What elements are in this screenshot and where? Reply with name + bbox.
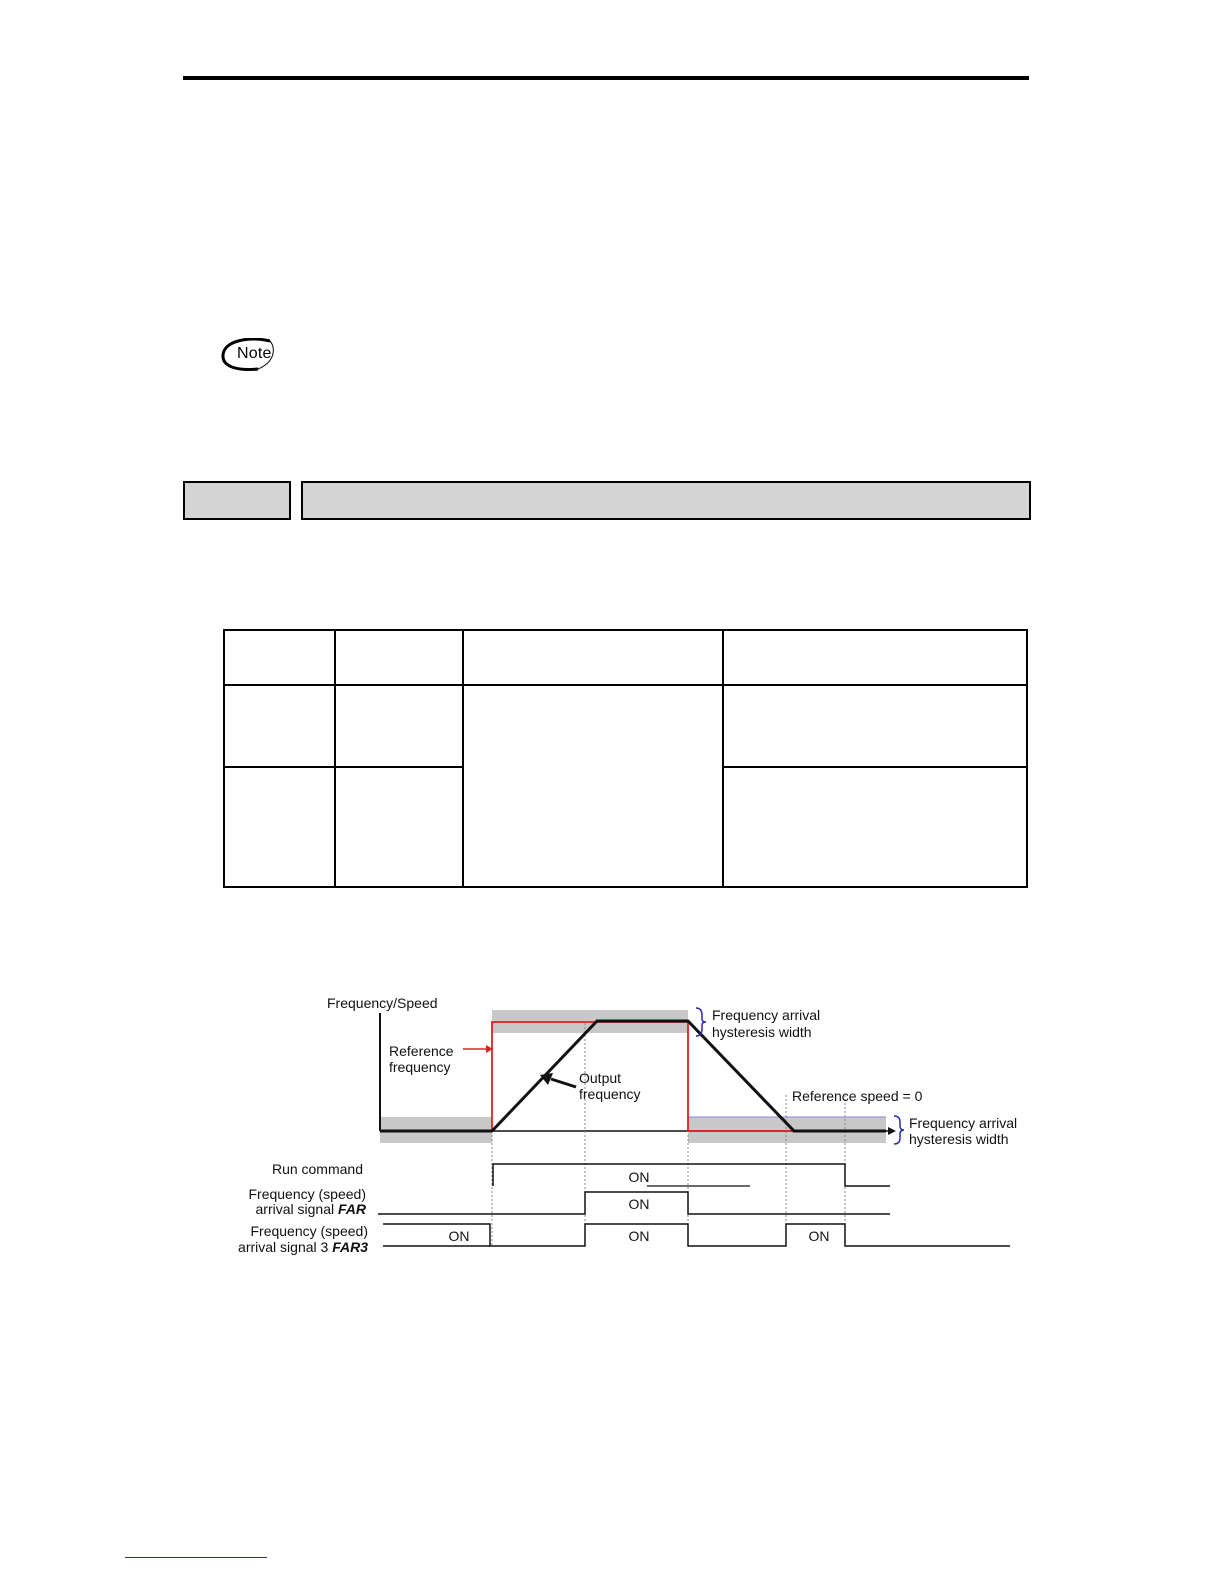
far-signal-label-2: arrival signal FAR [255,1201,366,1217]
far3-on-label-1: ON [448,1228,470,1244]
table-header-cell [335,631,462,684]
output-arrow [551,1079,576,1087]
far3-on-label-3: ON [808,1228,830,1244]
run-command-on-label: ON [628,1169,650,1185]
reference-speed-zero-label: Reference speed = 0 [792,1088,923,1104]
output-frequency-label-1: Output [579,1070,622,1086]
reference-frequency-label-2: frequency [389,1059,451,1075]
table-cell [723,686,1028,766]
reference-frequency-label-1: Reference [389,1043,454,1059]
far3-signal-label-1: Frequency (speed) [250,1223,368,1239]
hysteresis-bottom-label-1: Frequency arrival [909,1115,1018,1131]
section-title-box [301,481,1031,520]
hysteresis-top-label-2: hysteresis width [712,1024,812,1040]
top-rule [183,76,1029,80]
far3-waveform [383,1224,1010,1246]
table-cell [225,686,334,766]
bottom-hysteresis-brace [894,1116,904,1144]
table-header-cell [225,631,334,684]
footer-link-underline[interactable] [125,1557,267,1558]
note-label: Note [237,345,272,362]
hysteresis-top-label-1: Frequency arrival [712,1007,821,1023]
run-command-label: Run command [271,1161,363,1177]
output-frequency-label-2: frequency [579,1086,641,1102]
x-axis-arrow [888,1127,896,1135]
far-on-label: ON [628,1196,650,1212]
hysteresis-bottom-label-2: hysteresis width [909,1131,1009,1147]
section-number-box [183,481,291,520]
y-axis-label: Frequency/Speed [327,995,438,1011]
table-cell [225,768,334,888]
table-header-cell [463,631,722,684]
far-signal-label-1: Frequency (speed) [248,1186,366,1202]
table-cell [463,686,722,888]
table-header-cell [723,631,1028,684]
far3-signal-label-2: arrival signal 3 FAR3 [238,1239,368,1255]
run-command-waveform [493,1164,890,1186]
frequency-arrival-timing-diagram [220,985,1030,1260]
table-cell [723,768,1028,888]
function-table [223,629,1028,888]
far3-on-label-2: ON [628,1228,650,1244]
